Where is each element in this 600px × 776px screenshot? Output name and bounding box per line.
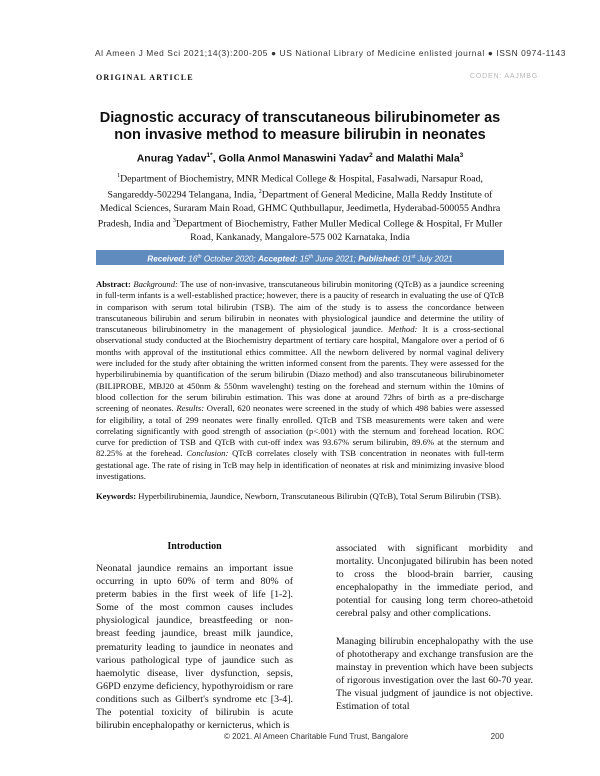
accepted-date: June 2021; — [313, 254, 359, 264]
author-separator: , — [212, 152, 219, 165]
author-list — [96, 152, 504, 165]
author-superscript: 1* — [206, 152, 213, 159]
accepted-day: 15 — [299, 254, 309, 264]
keywords-text: Hyperbilirubinemia, Jaundice, Newborn, Transcutaneous Bilirubin (QTcB), Total Serum Bilirubin (TSB). — [136, 491, 502, 501]
received-date: October 2020; — [201, 254, 258, 264]
abstract-label: Abstract: — [96, 279, 131, 289]
page-number: 200 — [490, 732, 504, 741]
introduction-heading: Introduction — [167, 541, 222, 552]
affiliation-2: Department of General Medicine, Malla Reddy Institute of Medical Sciences, Suraram Main Road, GHMC Quthbullapur, Jeedimetla, Hyderabad-500055 Andhra Pradesh, India and — [97, 189, 501, 230]
author-separator: and — [372, 152, 398, 165]
affiliations — [96, 170, 504, 245]
affiliation-marker: 3 — [172, 218, 176, 225]
abstract-results: Overall, 620 neonates were screened in the study of which 498 babies were assessed for eligibility, a total of 299 neonates were finally enrolled. QTcB and TSB measurements were taken and were correlating significantly with good strength of association (p<.001) with the sternum and forehead location. ROC curve for prediction of TSB and QTcB with cut-off index was 93.67% serum bilirubin, 89.6% at the sternum and 82.25% at the forehead. — [96, 403, 504, 459]
author-superscript: 2 — [369, 152, 373, 159]
right-column — [336, 542, 533, 727]
affiliation-3: Department of Biochemistry, Father Muller Medical College & Hospital, Fr Muller Road, Kankanady, Mangalore-575 002 Karnataka, India — [175, 218, 503, 244]
publication-dates-banner — [96, 250, 504, 265]
author-name: Malathi Mala — [397, 152, 460, 165]
received-day: 16 — [188, 254, 198, 264]
abstract-background: The use of non-invasive, transcutaneous bilirubin monitoring (QTcB) as a jaundice screening in full-term infants is a well-established practice; however, there is a paucity of research in evaluating the use of QTcB in comparison with serum total bilirubin (TSB). The aim of the study is to assess the concordance between transcutaneous bilirubin and serum bilirubin in neonates with physiological jaundice and determine the utility of transcutaneous bilirubinometry in the management of physiological jaundice. — [96, 279, 504, 335]
journal-header-line: Al Ameen J Med Sci 2021;14(3):200-205 ● US National Library of Medicine enlisted journal ● ISSN 0974-1143 — [95, 48, 566, 58]
affiliation-marker: 1 — [117, 173, 121, 179]
affiliation-marker: 2 — [258, 188, 262, 195]
copyright-notice: © 2021. Al Ameen Charitable Fund Trust, Bangalore — [224, 732, 409, 741]
keywords — [96, 491, 504, 502]
author-superscript: 3 — [459, 152, 464, 159]
intro-paragraph: Neonatal jaundice remains an important issue occurring in upto 60% of term and 80% of preterm babies in the first week of life [1-2]. Some of the most common causes includes physiological jaundice, breastfeeding or non-breast feeding jaundice, breast milk jaundice, prematurity leading to jaundice in neonates and various pathological type of jaundice such as haemolytic disease, liver dysfunction, sepsis, G6PD enzyme deficiency, hypothyroidism or rare conditions such as Gilbert's syndrome etc [3-4]. The potential toxicity of bilirubin is acute bilirubin encephalopathy or kernicterus, which is — [96, 563, 293, 732]
published-date: July 2021 — [415, 254, 453, 264]
abstract-method: It is a cross-sectional observational study conducted at the Biochemistry department of tertiary care hospital, Mangalore over a period of 6 months with approval of the institutional ethics committee. All the newborn delivered by normal vaginal delivery were included for the study after obtaining the written informed consent from the parents. They were assessed for the hyperbilirubinemia by quantification of the serum bilirubin (Diazo method) and also transcutaneous bilirubinometer (BILIPROBE, MBJ20 at 450nm & 550nm wavelenght) testing on the forehead and sternum within the 10mins of blood collection for the serum bilirubin estimation. This was done at around 72hrs of birth as a pre-discharge screening of neonates. — [96, 324, 504, 414]
article-title: Diagnostic accuracy of transcutaneous bilirubinometer as non invasive method to measure bilirubin in neonates — [99, 110, 501, 143]
author-name: Anurag Yadav — [136, 152, 207, 165]
left-column — [96, 562, 293, 746]
article-type-label: ORIGINAL ARTICLE — [96, 73, 194, 82]
accepted-ordinal: th — [308, 254, 314, 260]
published-day: 01 — [402, 254, 412, 264]
abstract-conclusion: QTcB correlates closely with TSB concentration in neonates with full-term gestational age. The rate of rising in TcB may help in identification of neonates at risk and minimizing invasive blood investigations. — [96, 448, 504, 482]
method-label: Method: — [388, 324, 418, 335]
published-label: Published: — [358, 254, 401, 264]
abstract — [96, 279, 504, 482]
published-ordinal: st — [411, 254, 416, 260]
affiliation-1: Department of Biochemistry, MNR Medical College & Hospital, Fasalwadi, Narsapur Road, Sangareddy-502294 Telangana, India, — [107, 173, 483, 201]
conclusion-label: Conclusion: — [186, 448, 229, 459]
background-label: Background: — [133, 279, 178, 289]
received-label: Received: — [147, 254, 186, 264]
author-name: Golla Anmol Manaswini Yadav — [218, 152, 370, 165]
accepted-label: Accepted: — [257, 254, 298, 264]
keywords-label: Keywords: — [96, 491, 137, 501]
intro-paragraph: associated with significant morbidity and mortality. Unconjugated bilirubin has been noted to cross the blood-brain barrier, causing encephalopathy in the immediate period, and potential for causing long term choreo-athetoid cerebral palsy and other complications. — [336, 543, 533, 620]
results-label: Results: — [176, 403, 205, 414]
intro-paragraph: Managing bilirubin encephalopathy with the use of phototherapy and exchange transfusion are the mainstay in prevention which have been subjects of rigorous investigation over the last 60-70 year. The visual judgment of jaundice is not objective. Estimation of total — [336, 635, 533, 713]
received-ordinal: th — [197, 254, 202, 260]
coden-label: CODEN: AAJMBG — [470, 73, 538, 80]
